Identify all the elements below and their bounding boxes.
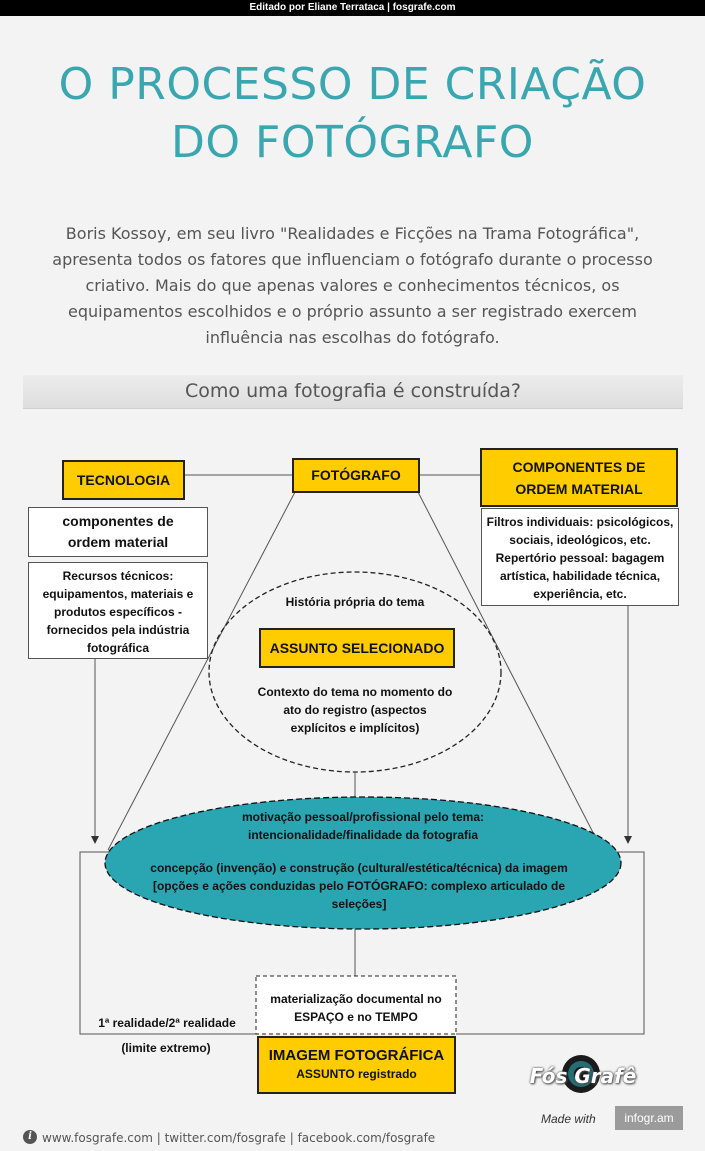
filtros-label: Filtros individuais: psicológicos, sociais, ideológicos, etc. Repertório pessoal: bagagem artística, habilidade técnica, experiência, etc. (486, 515, 674, 601)
assunto-box (259, 628, 455, 668)
tecnologia-label: TECNOLOGIA (76, 472, 171, 488)
imagem-box (257, 1036, 456, 1094)
componentes-material-box (480, 448, 678, 507)
historia-label: História própria do tema (285, 595, 425, 609)
concepcao-label: concepção (invenção) e construção (cultural/estética/técnica) da imagem [opções e ações conduzidas pelo FOTÓGRAFO: complexo articulado de seleções] (150, 861, 568, 911)
componentes-material-label: COMPONENTES DE ORDEM MATERIAL (512, 459, 646, 497)
imagem-label: IMAGEM FOTOGRÁFICA (268, 1047, 445, 1064)
made-with-label: Made with (541, 1112, 596, 1126)
componentes-ordem-label: componentes de ordem material (62, 513, 174, 550)
tecnologia-box (62, 460, 185, 500)
limite-label: (limite extremo) (121, 1041, 211, 1055)
componentes-ordem-box (28, 507, 208, 557)
fotografo-label: FOTÓGRAFO (311, 467, 401, 483)
intro-paragraph: Boris Kossoy, em seu livro "Realidades e Ficções na Trama Fotográfica", apresenta todos os fatores que influenciam o fotógrafo durante o processo criativo. Mais do que apenas valores e conhecimentos técnicos, os equipamentos escolhidos e o próprio assunto a ser registrado exercem influência nas escolhas do fotógrafo. (52, 224, 653, 347)
infogram-badge[interactable]: infogr.am (615, 1106, 683, 1130)
motivacao-label: motivação pessoal/profissional pelo tema: intencionalidade/finalidade da fotografia (241, 810, 485, 842)
filtros-box (481, 508, 679, 606)
assunto-registrado-label: ASSUNTO registrado (296, 1067, 417, 1081)
recursos-label: Recursos técnicos: equipamentos, materiais e produtos específicos - fornecidos pela indústria fotográfica (42, 569, 194, 655)
fotografo-box (292, 458, 420, 493)
assunto-label: ASSUNTO SELECIONADO (269, 640, 445, 656)
contexto-label: Contexto do tema no momento do ato do registro (aspectos explícitos e implícitos) (257, 685, 453, 735)
top-credit-bar: Editado por Eliane Terrataca | fosgrafe.com (0, 0, 705, 16)
realidade-label: 1ª realidade/2ª realidade (98, 1016, 236, 1030)
recursos-box (28, 562, 208, 659)
section-subtitle: Como uma fotografia é construída? (23, 375, 683, 409)
logo-text: Fós Grafê (529, 1064, 637, 1088)
info-icon: i (23, 1130, 37, 1144)
materializacao-label: materialização documental no ESPAÇO e no TEMPO (270, 992, 442, 1024)
footer-links[interactable]: www.fosgrafe.com | twitter.com/fosgrafe | facebook.com/fosgrafe (42, 1131, 436, 1145)
page-title: O PROCESSO DE CRIAÇÃO DO FOTÓGRAFO (58, 59, 647, 168)
